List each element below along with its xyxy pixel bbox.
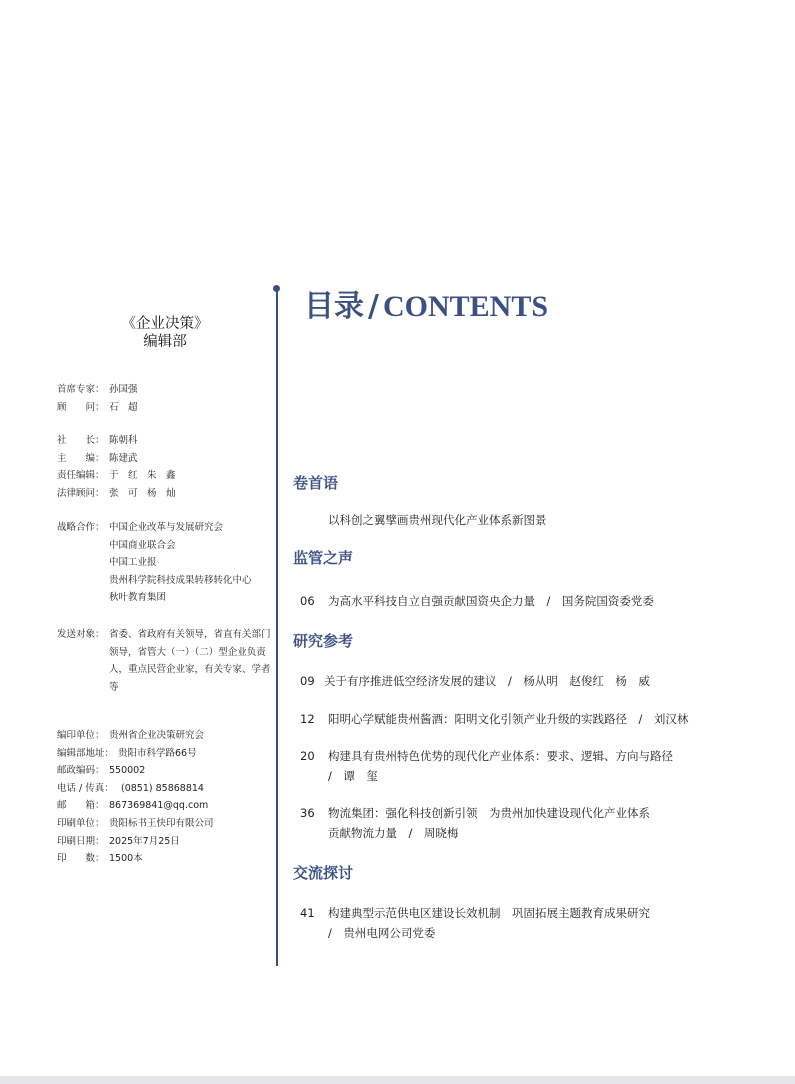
partner-item: 中国工业报: [109, 557, 157, 569]
page-number: 20: [300, 749, 315, 763]
entry-author: 贡献物流力量 / 周晓梅: [328, 826, 459, 840]
entry-title: 构建具有贵州特色优势的现代化产业体系：要求、逻辑、方向与路径: [328, 749, 673, 763]
staff-row: 社 长： 陈朝科: [57, 435, 138, 446]
partner-item: 贵州科学院科技成果转移转化中心: [109, 574, 252, 586]
entry-title: 为高水平科技自立自强贡献国资央企力量 / 国务院国资委党委: [328, 594, 654, 608]
page-number: 36: [300, 806, 315, 820]
page-number: 09: [300, 674, 315, 688]
section-title: 卷首语: [293, 474, 339, 492]
magazine-name: 《企业决策》: [121, 316, 209, 332]
partner-item: 秋叶教育集团: [109, 592, 167, 604]
contents-heading: 目录 / CONTENTS: [304, 289, 549, 324]
staff-list: [57, 432, 176, 502]
partner-item: 中国企业改革与发展研究会: [109, 522, 224, 533]
page-number: 12: [300, 712, 315, 726]
staff-row: 责任编辑： 于 红 朱 鑫: [57, 470, 176, 482]
entry-title: 构建典型示范供电区建设长效机制 巩固拓展主题教育成果研究: [328, 906, 650, 920]
staff-row: 首席专家： 孙国强: [57, 384, 138, 395]
page-number: 41: [300, 906, 315, 920]
entry-author: / 谭 玺: [328, 769, 378, 783]
column-divider: [276, 290, 278, 966]
section-title: 监管之声: [293, 549, 354, 567]
distribution-label: 发送对象：: [57, 629, 105, 640]
distribution-text: 省委、省政府有关领导，省直有关部门领导，省管大（一）（二）型企业负责人，重点民营企业家，有关专家、学者等: [109, 629, 271, 693]
partners-list: [57, 519, 252, 607]
entry-title: 阳明心学赋能贵州酱酒：阳明文化引领产业升级的实践路径 / 刘汉林: [328, 712, 689, 726]
entry-author: / 贵州电网公司党委: [328, 926, 436, 940]
entry-title: 物流集团：强化科技创新引领 为贵州加快建设现代化产业体系: [328, 806, 650, 820]
staff-row: 主 编： 陈建武: [57, 452, 138, 464]
section-title: 交流探讨: [293, 864, 354, 882]
section-title: 研究参考: [293, 632, 354, 650]
staff-list: [57, 381, 138, 416]
editorial-dept-title: 编辑部: [143, 334, 187, 350]
partner-item: 中国商业联合会: [109, 539, 176, 551]
staff-row: 法律顾问： 张 可 杨 灿: [57, 487, 176, 499]
page-number: 06: [300, 594, 315, 608]
staff-row: 顾 问： 石 超: [57, 401, 138, 413]
publication-info: 编印单位： 贵州省企业决策研究会 编辑部地址： 贵阳市科学路66号 邮政编码： 550002 电话 / 传真： (0851) 85868814 邮 箱： 867369841@qq.com 印刷单位： 贵阳标书王快印有限公司 印刷日期： 2025年7月25日 印 数： 1500本: [57, 730, 214, 865]
entry-title: 以科创之翼擘画贵州现代化产业体系新图景: [328, 513, 547, 527]
partners-label: 战略合作：: [57, 522, 105, 533]
page-bottom-edge: [0, 1076, 795, 1084]
entry-title: 关于有序推进低空经济发展的建议 / 杨从明 赵俊红 杨 威: [324, 674, 650, 688]
